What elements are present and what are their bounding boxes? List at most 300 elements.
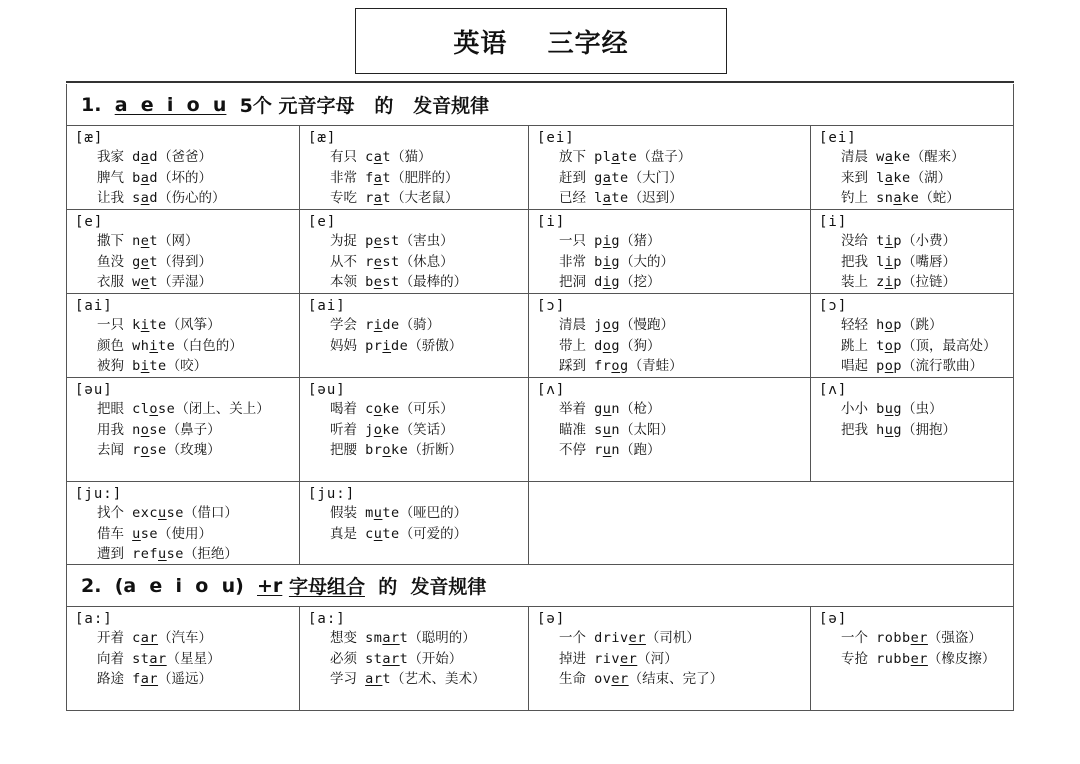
example-word: pig (594, 233, 621, 249)
chinese-gloss: （使用） (158, 525, 213, 542)
highlighted-letters: a (884, 169, 894, 186)
grid-row (67, 126, 1013, 210)
example-word: snake (876, 190, 920, 206)
rhyme-line (308, 503, 528, 524)
phonics-cell (300, 378, 529, 481)
phonics-cell (300, 607, 529, 710)
chinese-gloss: （顶，最高处） (902, 337, 997, 354)
chinese-gloss: （伤心的） (158, 190, 226, 206)
highlighted-letters: a (893, 190, 903, 206)
phonetic-symbol: [ɔ] (819, 298, 848, 314)
highlighted-letters: er (611, 671, 629, 687)
rhyme-line (75, 356, 299, 377)
chinese-gloss: （流行歌曲） (902, 358, 984, 374)
example-word: plate (594, 149, 638, 165)
rhyme-line (819, 315, 1013, 336)
rhyme-prefix: 赶到 (559, 169, 595, 186)
rhyme-line (819, 231, 1013, 252)
example-word: sad (132, 190, 159, 206)
rhyme-prefix: 有只 (330, 149, 366, 165)
rhyme-line (537, 188, 810, 209)
rhyme-line (75, 649, 299, 670)
highlighted-letters: u (884, 401, 894, 417)
example-word: cute (365, 525, 400, 542)
highlighted-letters: i (602, 274, 612, 290)
example-word: hug (876, 421, 903, 438)
rhyme-line (308, 440, 528, 461)
example-word: dig (594, 274, 621, 290)
example-word: joke (365, 421, 400, 438)
rhyme-line (308, 272, 528, 293)
example-word: gun (594, 401, 621, 417)
grid-row (67, 482, 1013, 565)
highlighted-letters: er (910, 630, 928, 646)
rhyme-line (308, 399, 528, 420)
phonics-cell (67, 607, 300, 710)
chinese-gloss: （青蛙） (628, 358, 683, 374)
highlighted-letters: ar (140, 671, 159, 687)
rhyme-line (537, 356, 810, 377)
rhyme-line (308, 188, 528, 209)
section2-title: 的 发音规律 (378, 576, 487, 598)
highlighted-letters: e (140, 233, 150, 249)
highlighted-letters: u (158, 546, 167, 562)
chinese-gloss: （醒来） (910, 149, 965, 165)
chinese-gloss: （橡皮擦） (927, 650, 996, 667)
highlighted-letters: er (628, 630, 646, 646)
rhyme-prefix: 一只 (97, 317, 133, 333)
example-word: wake (876, 149, 911, 165)
chinese-gloss: （聪明的） (408, 630, 476, 646)
phonics-cell (529, 210, 811, 293)
rhyme-prefix: 踩到 (559, 358, 595, 374)
example-word: robber (876, 630, 928, 646)
example-word: rat (365, 190, 392, 206)
example-word: rose (132, 442, 167, 458)
phonics-cell (811, 126, 1013, 209)
example-word: get (132, 253, 159, 270)
example-word: over (594, 671, 629, 687)
phonics-cell (811, 378, 1013, 481)
example-word: tip (876, 233, 903, 249)
phonetic-symbol: [ju:] (308, 486, 356, 502)
highlighted-letters: i (884, 274, 894, 290)
example-word: gate (594, 169, 629, 186)
rhyme-prefix: 带上 (559, 337, 595, 354)
example-word: far (132, 671, 159, 687)
rhyme-prefix: 放下 (559, 149, 595, 165)
section1-letters: a e i o u (114, 93, 227, 116)
chinese-gloss: （网） (158, 233, 199, 249)
example-word: car (132, 630, 159, 646)
phonics-cell (811, 294, 1013, 377)
highlighted-letters: e (373, 253, 383, 270)
phonetic-symbol: [a:] (75, 611, 113, 627)
highlighted-letters: o (149, 401, 159, 417)
highlighted-letters: ar (382, 630, 400, 646)
rhyme-line (75, 440, 299, 461)
chinese-gloss: （虫） (902, 401, 943, 417)
chinese-gloss: （枪） (620, 401, 661, 417)
rhyme-prefix: 想变 (330, 630, 366, 646)
rhyme-line (819, 272, 1013, 293)
rhyme-prefix: 被狗 (97, 358, 133, 374)
rhyme-line (308, 336, 528, 357)
rhyme-line (75, 420, 299, 441)
highlighted-letters: o (382, 442, 392, 458)
rhyme-prefix: 瞄准 (559, 421, 595, 438)
chinese-gloss: （跑） (620, 442, 661, 458)
rhyme-line (537, 231, 810, 252)
highlighted-letters: o (140, 421, 150, 438)
chinese-gloss: （大门） (628, 169, 683, 186)
rhyme-prefix: 听着 (330, 421, 366, 438)
chinese-gloss: （猪） (620, 233, 661, 249)
rhyme-line (75, 336, 299, 357)
phonetic-symbol: [a:] (308, 611, 346, 627)
rhyme-prefix: 借车 (97, 525, 133, 542)
rhyme-prefix: 非常 (559, 253, 595, 270)
chinese-gloss: （大老鼠） (391, 190, 459, 206)
chinese-gloss: （慢跑） (620, 317, 675, 333)
example-word: pop (876, 358, 903, 374)
phonics-cell (67, 210, 300, 293)
example-word: driver (594, 630, 646, 646)
example-word: big (594, 253, 621, 270)
highlighted-letters: a (602, 169, 612, 186)
chinese-gloss: （太阳） (620, 421, 675, 438)
section2-plus-r: +r (257, 574, 283, 597)
rhyme-prefix: 用我 (97, 421, 133, 438)
rhyme-line (75, 544, 299, 564)
phonics-cell (300, 126, 529, 209)
highlighted-letters: ar (149, 650, 167, 667)
phonetic-symbol: [ɔ] (537, 298, 566, 314)
rhyme-prefix: 真是 (330, 525, 366, 542)
chinese-gloss: （骄傲） (408, 337, 463, 354)
chinese-gloss: （湖） (910, 169, 952, 186)
chinese-gloss: （狗） (620, 337, 661, 354)
chinese-gloss: （大的） (620, 253, 675, 270)
chinese-gloss: （坏的） (158, 169, 213, 186)
highlighted-letters: er (910, 650, 928, 667)
rhyme-line (308, 669, 528, 690)
example-word: rubber (876, 650, 928, 667)
rhyme-line (75, 147, 299, 168)
highlighted-letters: e (140, 253, 150, 270)
chinese-gloss: （最棒的） (399, 274, 468, 290)
highlighted-letters: i (884, 253, 894, 270)
example-word: rest (365, 253, 400, 270)
grid-row (67, 210, 1013, 294)
rhyme-prefix: 鱼没 (97, 253, 133, 270)
highlighted-letters: e (140, 274, 150, 290)
rhyme-prefix: 唱起 (841, 358, 877, 374)
phonetic-symbol: [æ] (75, 130, 104, 146)
phonics-cell (67, 294, 300, 377)
phonetic-symbol: [i] (819, 214, 848, 230)
highlighted-letters: a (602, 190, 612, 206)
phonics-cell (67, 482, 300, 564)
highlighted-letters: u (373, 505, 383, 521)
highlighted-letters: o (884, 358, 894, 374)
rhyme-prefix: 不停 (559, 442, 595, 458)
example-word: refuse (132, 546, 184, 562)
phonics-cell (529, 126, 811, 209)
chinese-gloss: （强盗） (927, 630, 982, 646)
highlighted-letters: ar (365, 671, 383, 687)
example-word: bad (132, 169, 159, 186)
example-word: dad (132, 149, 159, 165)
rhyme-line (537, 649, 810, 670)
rhyme-prefix: 小小 (841, 401, 877, 417)
rhyme-line (537, 336, 810, 357)
rhyme-line (75, 231, 299, 252)
rhyme-line (819, 628, 1013, 649)
rhyme-line (537, 399, 810, 420)
phonetic-symbol: [ai] (75, 298, 113, 314)
example-word: late (594, 190, 629, 206)
rhyme-line (308, 649, 528, 670)
rhyme-line (308, 252, 528, 273)
highlighted-letters: i (140, 317, 150, 333)
chinese-gloss: （可爱的） (399, 525, 468, 542)
example-word: start (365, 650, 409, 667)
rhyme-prefix: 把腰 (330, 442, 366, 458)
chinese-gloss: （星星） (166, 650, 221, 667)
rhyme-line (308, 231, 528, 252)
highlighted-letters: i (602, 233, 612, 249)
rhyme-prefix: 一个 (559, 630, 595, 646)
rhyme-line (819, 147, 1013, 168)
rhyme-line (819, 188, 1013, 209)
chinese-gloss: （河） (637, 650, 678, 667)
example-word: lip (876, 253, 903, 270)
example-word: nose (132, 421, 167, 438)
chinese-gloss: （挖） (620, 274, 661, 290)
rhyme-line (308, 168, 528, 189)
rhyme-line (308, 315, 528, 336)
rhyme-prefix: 已经 (559, 190, 595, 206)
highlighted-letters: ar (382, 650, 400, 667)
chinese-gloss: （汽车） (158, 630, 213, 646)
phonetic-symbol: [ei] (819, 130, 857, 146)
example-word: excuse (132, 505, 184, 521)
rhyme-line (537, 168, 810, 189)
highlighted-letters: u (602, 401, 612, 417)
rhyme-prefix: 学习 (330, 671, 366, 687)
rhyme-prefix: 一只 (559, 233, 595, 249)
highlighted-letters: i (382, 337, 392, 354)
chinese-gloss: （小费） (902, 233, 957, 249)
example-word: zip (876, 274, 903, 290)
rhyme-prefix: 为捉 (330, 233, 366, 249)
highlighted-letters: a (373, 169, 383, 186)
phonetic-symbol: [ə] (537, 611, 566, 627)
example-word: coke (365, 401, 400, 417)
chinese-gloss: （猫） (391, 149, 432, 165)
rhyme-prefix: 去闻 (97, 442, 133, 458)
highlighted-letters: a (373, 190, 383, 206)
rhyme-prefix: 妈妈 (330, 337, 366, 354)
highlighted-letters: o (140, 442, 150, 458)
example-word: jog (594, 317, 621, 333)
phonetic-symbol: [ai] (308, 298, 346, 314)
chinese-gloss: （肥胖的） (391, 169, 459, 186)
example-word: wet (132, 274, 159, 290)
rhyme-prefix: 撒下 (97, 233, 133, 249)
highlighted-letters: u (158, 505, 167, 521)
example-word: white (132, 337, 176, 354)
highlighted-letters: i (602, 253, 612, 270)
example-word: ride (365, 317, 400, 333)
phonics-cell (67, 378, 300, 481)
rhyme-prefix: 举着 (559, 401, 595, 417)
phonics-cell (300, 482, 529, 564)
phonetic-symbol: [i] (537, 214, 566, 230)
rhyme-line (819, 168, 1013, 189)
example-word: top (876, 337, 903, 354)
rhyme-prefix: 清晨 (841, 149, 877, 165)
example-word: cat (365, 149, 392, 165)
example-word: sun (594, 421, 621, 438)
phonetic-symbol: [e] (308, 214, 337, 230)
phonics-cell (67, 126, 300, 209)
highlighted-letters: u (884, 421, 894, 438)
rhyme-prefix: 衣服 (97, 274, 133, 290)
highlighted-letters: a (140, 190, 150, 206)
example-word: pest (365, 233, 400, 249)
chinese-gloss: （咬） (166, 358, 208, 374)
example-word: run (594, 442, 621, 458)
phonics-cell (529, 607, 811, 710)
rhyme-prefix: 跳上 (841, 337, 877, 354)
highlighted-letters: a (140, 169, 150, 186)
chinese-gloss: （借口） (183, 505, 238, 521)
rhyme-prefix: 轻轻 (841, 317, 877, 333)
highlighted-letters: a (884, 149, 894, 165)
rhyme-prefix: 钓上 (841, 190, 877, 206)
phonetic-symbol: [ə] (819, 611, 848, 627)
chinese-gloss: （哑巴的） (399, 505, 468, 521)
chinese-gloss: （跳） (902, 317, 943, 333)
rhyme-prefix: 专抢 (841, 650, 877, 667)
rhyme-prefix: 掉进 (559, 650, 595, 667)
rhyme-prefix: 开着 (97, 630, 133, 646)
rhyme-line (819, 420, 1013, 441)
rhyme-line (75, 272, 299, 293)
highlighted-letters: e (373, 274, 383, 290)
rhyme-line (537, 440, 810, 461)
example-word: fat (365, 169, 392, 186)
grid-row (67, 294, 1013, 378)
section2-combo: 字母组合 (288, 576, 365, 598)
section1-header (67, 84, 1013, 126)
grid-row (67, 378, 1013, 482)
phonetic-symbol: [e] (75, 214, 104, 230)
chinese-gloss: （风筝） (166, 317, 221, 333)
chinese-gloss: （骑） (399, 317, 441, 333)
highlighted-letters: o (602, 337, 612, 354)
chinese-gloss: （可乐） (399, 401, 454, 417)
rhyme-prefix: 把眼 (97, 401, 133, 417)
rhyme-line (819, 399, 1013, 420)
rhyme-line (537, 420, 810, 441)
rhyme-line (75, 399, 299, 420)
rhyme-prefix: 找个 (97, 505, 133, 521)
chinese-gloss: （盘子） (637, 149, 692, 165)
rhyme-prefix: 装上 (841, 274, 877, 290)
phonetic-symbol: [ju:] (75, 486, 123, 502)
rhyme-prefix: 生命 (559, 671, 595, 687)
rhyme-line (537, 628, 810, 649)
chinese-gloss: （嘴唇） (902, 253, 957, 270)
chinese-gloss: （拉链） (902, 274, 957, 290)
chinese-gloss: （白色的） (175, 337, 243, 354)
rhyme-prefix: 我家 (97, 149, 133, 165)
rhyme-line (75, 315, 299, 336)
rhyme-line (75, 628, 299, 649)
highlighted-letters: o (602, 317, 612, 333)
rhyme-prefix: 来到 (841, 169, 877, 186)
chinese-gloss: （爸爸） (158, 149, 213, 165)
rhyme-line (75, 524, 299, 545)
example-word: mute (365, 505, 400, 521)
highlighted-letters: i (149, 337, 159, 354)
chinese-gloss: （笑话） (399, 421, 454, 438)
rhyme-prefix: 路途 (97, 671, 133, 687)
phonetic-symbol: [ʌ] (819, 382, 848, 398)
example-word: broke (365, 442, 409, 458)
highlighted-letters: i (884, 233, 894, 249)
example-word: net (132, 233, 159, 249)
section1-title: 5个 元音字母 的 发音规律 (239, 95, 490, 117)
example-word: best (365, 274, 400, 290)
rhyme-line (819, 649, 1013, 670)
rhyme-line (537, 315, 810, 336)
example-word: close (132, 401, 176, 417)
phonics-cell (811, 210, 1013, 293)
phonetic-symbol: [əu] (75, 382, 113, 398)
example-word: kite (132, 317, 167, 333)
phonetic-symbol: [ʌ] (537, 382, 566, 398)
example-word: bug (876, 401, 903, 417)
highlighted-letters: i (140, 358, 150, 374)
chinese-gloss: （害虫） (399, 233, 454, 249)
phonics-cell (300, 210, 529, 293)
chinese-gloss: （弄湿） (158, 274, 213, 290)
chinese-gloss: （艺术、美术） (391, 671, 486, 687)
rhyme-line (537, 252, 810, 273)
rhyme-line (819, 252, 1013, 273)
chinese-gloss: （司机） (645, 630, 700, 646)
example-word: river (594, 650, 638, 667)
section2-header (67, 565, 1013, 607)
top-rule (66, 81, 1014, 83)
rhyme-prefix: 把洞 (559, 274, 595, 290)
example-word: frog (594, 358, 629, 374)
rhyme-prefix: 从不 (330, 253, 366, 270)
highlighted-letters: o (611, 358, 621, 374)
example-word: use (132, 525, 159, 542)
chinese-gloss: （拒绝） (183, 546, 238, 562)
chinese-gloss: （闭上、关上） (175, 401, 270, 417)
rhyme-prefix: 喝着 (330, 401, 366, 417)
rhyme-prefix: 一个 (841, 630, 877, 646)
rhyme-line (75, 252, 299, 273)
chinese-gloss: （休息） (399, 253, 454, 270)
rhyme-line (75, 188, 299, 209)
